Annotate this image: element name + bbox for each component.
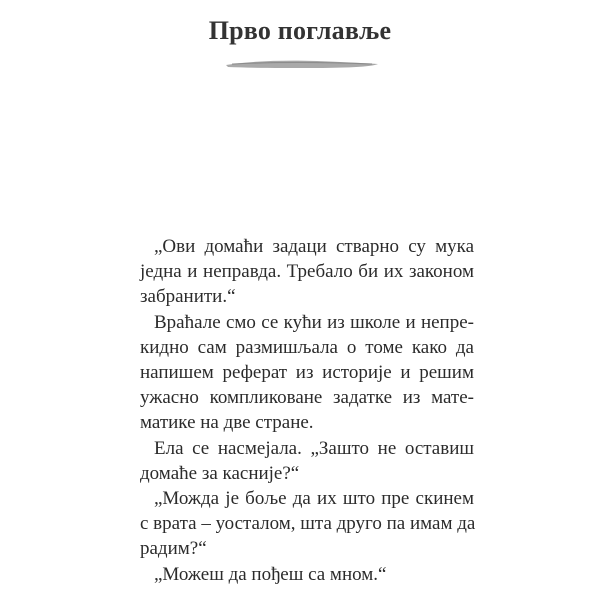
paragraph-2	[140, 310, 474, 436]
text-line: „Можеш да пођеш са мном.“	[154, 563, 387, 585]
paragraph-1	[140, 234, 474, 310]
text-line: Ела се насмејала. „Зашто не оставиш	[154, 437, 474, 459]
text-line: матике на две стране.	[140, 412, 314, 434]
text-line: ужасно компликоване задатке из мате-	[140, 387, 474, 409]
text-line: домаће за касније?“	[140, 462, 300, 484]
text-line: „Можда је боље да их што пре скинем	[154, 488, 474, 510]
paragraph-3	[140, 436, 474, 486]
paragraph-4	[140, 486, 474, 562]
chapter-title: Прво поглавље	[208, 16, 392, 45]
text-line: једна и неправда. Требало би их законом	[140, 261, 474, 283]
text-line: напишем реферат из историје и решим	[140, 362, 474, 384]
text-line: с врата – уосталом, шта друго па имам да	[140, 513, 476, 535]
text-line: Враћале смо се кући из школе и непре-	[154, 311, 474, 333]
chapter-body	[140, 234, 474, 587]
paragraph-5	[140, 562, 474, 587]
text-line: радим?“	[140, 538, 207, 560]
text-line: кидно сам размишљала о томе како да	[140, 336, 474, 358]
text-line: „Ови домаћи задаци стварно су мука	[154, 236, 474, 257]
text-line: забранити.“	[140, 286, 236, 308]
title-underline-brushstroke	[222, 56, 382, 72]
